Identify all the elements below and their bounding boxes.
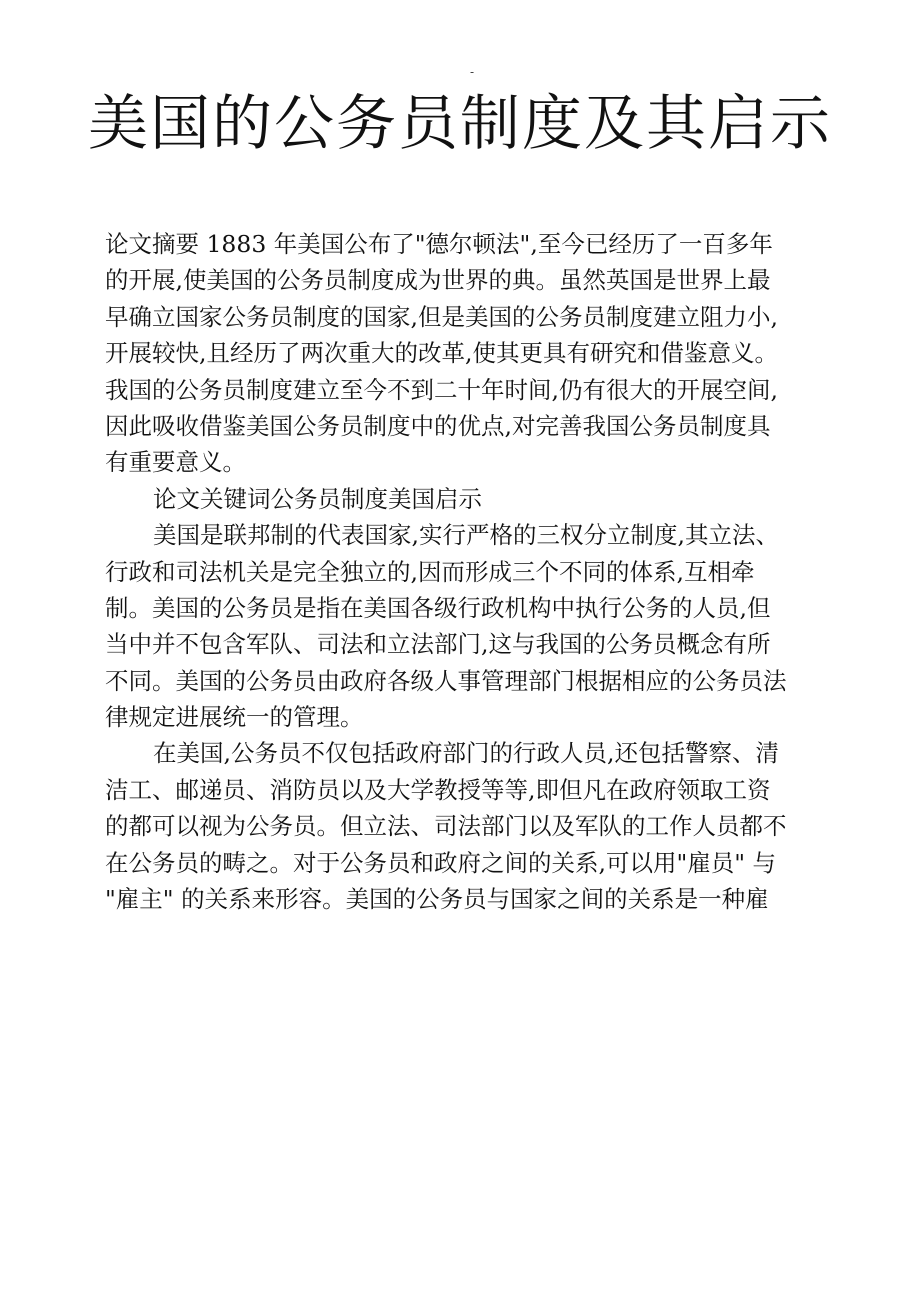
body-line: 因此吸收借鉴美国公务员制度中的优点,对完善我国公务员制度具 bbox=[105, 411, 771, 440]
body-line: 美国是联邦制的代表国家,实行严格的三权分立制度,其立法、 bbox=[153, 521, 779, 550]
body-line: 当中并不包含军队、司法和立法部门,这与我国的公务员概念有所 bbox=[105, 630, 771, 659]
body-line: 洁工、邮递员、消防员以及大学教授等等,即但凡在政府领取工资 bbox=[105, 775, 771, 804]
body-line: 在美国,公务员不仅包括政府部门的行政人员,还包括警察、清 bbox=[153, 739, 779, 768]
body-line: 开展较快,且经历了两次重大的改革,使其更具有研究和借鉴意义。 bbox=[105, 339, 778, 368]
body-line: 制。美国的公务员是指在美国各级行政机构中执行公务的人员,但 bbox=[105, 593, 771, 622]
body-line: "雇主" 的关系来形容。美国的公务员与国家之间的关系是一种雇 bbox=[105, 885, 769, 914]
header-mark: - bbox=[470, 65, 475, 79]
document-body bbox=[105, 226, 817, 917]
body-line: 律规定进展统一的管理。 bbox=[105, 703, 364, 732]
body-line: 论文摘要 1883 年美国公布了"德尔顿法",至今已经历了一百多年 bbox=[105, 230, 773, 258]
body-line: 的都可以视为公务员。但立法、司法部门以及军队的工作人员都不 bbox=[105, 812, 787, 841]
body-line: 我国的公务员制度建立至今不到二十年时间,仍有很大的开展空间, bbox=[105, 375, 778, 404]
body-line: 的开展,使美国的公务员制度成为世界的典。虽然英国是世界上最 bbox=[105, 266, 771, 295]
body-line: 不同。美国的公务员由政府各级人事管理部门根据相应的公务员法 bbox=[105, 666, 787, 695]
body-line: 行政和司法机关是完全独立的,因而形成三个不同的体系,互相牵 bbox=[105, 557, 755, 586]
keywords-line: 论文关键词公务员制度美国启示 bbox=[153, 484, 482, 513]
body-line: 有重要意义。 bbox=[105, 448, 246, 477]
body-line: 在公务员的畴之。对于公务员和政府之间的关系,可以用"雇员" 与 bbox=[105, 848, 777, 877]
body-line: 早确立国家公务员制度的国家,但是美国的公务员制度建立阻力小, bbox=[105, 302, 778, 331]
document-title: 美国的公务员制度及其启示 bbox=[88, 89, 832, 159]
